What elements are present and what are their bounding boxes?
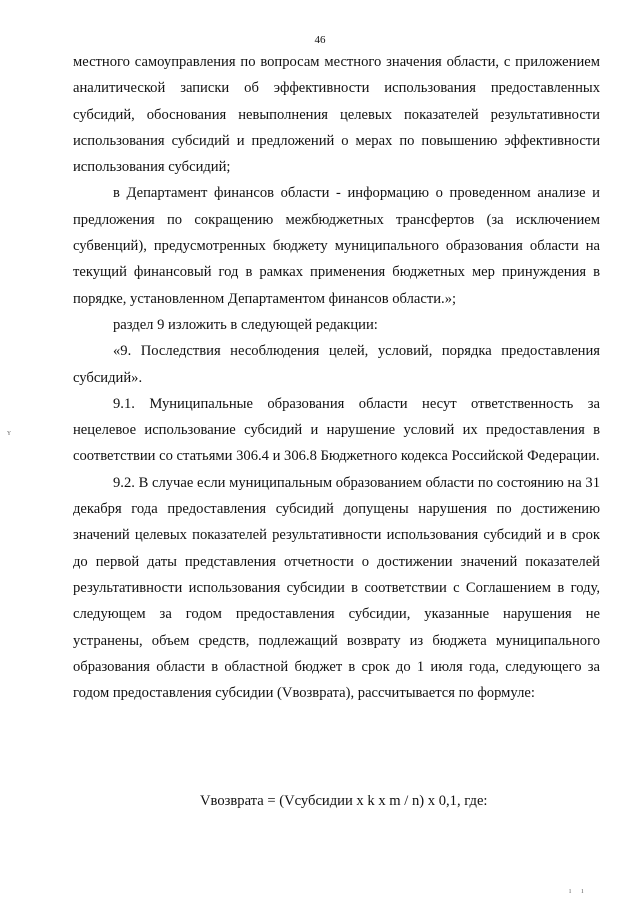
margin-mark-left: ʏ xyxy=(7,428,11,437)
paragraph-6: 9.2. В случае если муниципальным образованием области по состоянию на 31 декабря года предоставления субсидий допущены нарушения по достижению значений целевых показателей результативности использования субсидий и в срок до первой даты представления отчетности о достижении значений показателей результативности использования субсидии в соответствии с Соглашением в году, следующем за годом предоставления субсидии, указанные нарушения не устранены, объем средств, подлежащий возврату из бюджета муниципального образования области в областной бюджет в срок до 1 июля года, следующего за годом предоставления субсидии (Vвозврата), рассчитывается по формуле: xyxy=(73,474,600,702)
document-body xyxy=(73,49,600,706)
formula: Vвозврата = (Vсубсидии x k x m / n) x 0,1, где: xyxy=(200,793,488,809)
paragraph-4: «9. Последствия несоблюдения целей, условий, порядка предоставления субсидий». xyxy=(73,343,600,386)
margin-mark-bottom: ı ı xyxy=(569,886,588,895)
page-number: 46 xyxy=(314,34,326,46)
paragraph-2: в Департамент финансов области - информацию о проведенном анализе и предложения по сокращению межбюджетных трансфертов (за исключением субвенций), предусмотренных бюджету муниципального образования области на текущий финансовый год в рамках применения бюджетных мер принуждения в порядке, установленном Департаментом финансов области.»; xyxy=(73,185,600,307)
paragraph-3: раздел 9 изложить в следующей редакции: xyxy=(113,316,378,333)
paragraph-5: 9.1. Муниципальные образования области несут ответственность за нецелевое использование субсидий и нарушение условий их предоставления в соответствии со статьями 306.4 и 306.8 Бюджетного кодекса Российской Федерации. xyxy=(73,395,600,465)
paragraph-1: местного самоуправления по вопросам местного значения области, с приложением аналитической записки об эффективности использования предоставленных субсидий, обоснования невыполнения целевых показателей результативности использования субсидий и предложений о мерах по повышению эффективности использования субсидий; xyxy=(73,54,600,176)
